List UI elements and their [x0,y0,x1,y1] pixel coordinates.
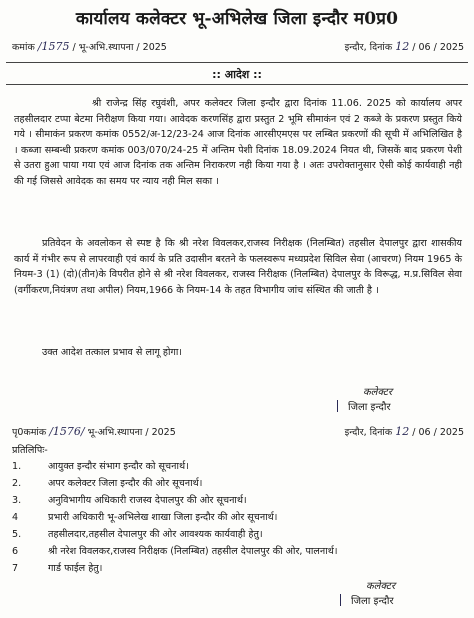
office-title: कार्यालय कलेक्टर भू-अभिलेख जिला इन्दौर म0प्र0 [75,9,399,29]
signature-1-title: कलेक्टर [363,387,393,398]
order-number-prefix: कमांक [12,42,35,53]
copy-item-number: 4 [12,512,19,523]
copy-item-text: तहसीलदार,तहसील देपालपुर की ओर आवश्यक कार्यवाही हेतु। [48,529,263,540]
copy-list [12,458,467,577]
copy-item-number: 2. [12,478,22,489]
signature-1-place: जिला इन्दौर [348,402,391,413]
signature-block-2 [340,580,395,609]
signature-block-1 [337,386,392,415]
signature-2-place-row [340,594,395,609]
copy-date-label: इन्दौर, दिनांक [344,427,393,438]
copy-item-number: 7 [12,563,19,574]
order-number-block [12,40,167,55]
copy-item-text: आयुक्त इन्दौर संभाग इन्दौर को सूचनार्थ। [48,461,189,472]
order-paragraph-1: श्री राजेन्द्र सिंह रघुवंशी, अपर कलेक्टर जिला इन्दौर द्वारा दिनांक 11.06. 2025 को कार्यालय अपर तहसीलदार टप्पा बेटमा निरीक्षण किया गया। आवेदक करणसिंह द्वारा प्रस्तुत 2 भूमि सीमाकंन एवं 2 कब्जे के प्रकरण प्रस्तुत किये गये । सीमाकंन प्रकरण कमांक 0552/अ-12/23-24 आज दिनांक आरसीएमएस पर लम्बित प्रकरणों की सूची में अभिलिखित है । कब्जा सम्बन्धी प्रकरण कमांक 003/070/24-25 में अन्तिम पेशी दिनांक 18.09.2024 नियत थी, जिसकें बाद प्रकरण पेशी से उतरा हुआ पाया गया एवं आज दिनांक तक अन्तिम निराकरण नही किया गया है । अतः उपरोक्तानुसार ऐसी कोई कार्यवाही नही की गई जिससे आवेदक का समय पर न्याय नही मिल सका । [14,98,462,187]
list-item [12,560,467,577]
list-item [12,458,467,475]
list-item [12,509,467,526]
order-paragraph-3: उक्त आदेश तत्काल प्रभाव से लागू होगा। [42,347,183,358]
copy-date-rest: / 06 / 2025 [412,427,464,438]
copy-label: प्रतिलिपिः- [12,445,48,456]
order-date-day: 12 [395,40,410,53]
signature-2-place: जिला इन्दौर [351,596,394,607]
divider-bottom [6,84,468,85]
copy-number-block [12,425,176,440]
order-branch: / भू-अभि.स्थापना / 2025 [72,42,167,53]
copy-item-number: 1. [12,461,22,472]
copy-number-handwritten: /1576/ [49,425,85,438]
copy-item-text: अनुविभागीय अधिकारी राजस्व देपालपुर की ओर सूचनार्थ। [48,495,247,506]
signature-2-mark [340,594,349,606]
copy-item-number: 6 [12,546,19,557]
copy-item-text: श्री नरेश विवलकर,राजस्व निरीक्षक (निलम्बित) तहसील देपालपुर की ओर, पालनार्थ। [48,546,338,557]
divider-top [6,62,468,63]
signature-1-place-row [337,400,392,415]
order-heading: :: आदेश :: [212,68,262,81]
signature-1-mark [337,400,346,412]
copy-item-number: 5. [12,529,22,540]
order-date-block [345,40,464,55]
list-item [12,526,467,543]
copy-date-day: 12 [395,425,410,438]
order-paragraph-2: प्रतिवेदन के अवलोकन से स्पष्ट है कि श्री नरेश विवलकर,राजस्व निरीक्षक (निलम्बित) तहसील देपालपुर द्वारा शासकीय कार्य में गंभीर रूप से लापरवाही एवं कार्य के प्रति उदासीन बरतने के फलस्वरूप मध्यप्रदेश सिविल सेवा (आचरण) नियम 1965 के नियम-3 (1) (दो)(तीन)के विपरीत होने से श्री नरेश विवलकर, राजस्व निरीक्षक (निलम्बित) देपालपुर के विरूद्ध, म.प्र.सिविल सेवा (वर्गीकरण,नियंत्रण तथा अपील) नियम,1966 के नियम-14 के तहत विभागीय जांच संस्थित की जाती है । [14,238,462,296]
list-item [12,475,467,492]
list-item [12,492,467,509]
signature-2-title: कलेक्टर [366,581,396,592]
copy-item-text: गार्ड फाईल हेतु। [48,563,103,574]
order-reference-line [12,40,464,54]
copy-item-text: अपर कलेक्टर जिला इन्दौर की ओर सूचनार्थ। [48,478,203,489]
copy-date-block [345,425,464,440]
copy-branch: भू-अभि.स्थापना / 2025 [87,427,176,438]
copy-item-number: 3. [12,495,22,506]
list-item [12,543,467,560]
order-date-label: इन्दौर, दिनांक [344,42,393,53]
order-number-handwritten: /1575 [37,40,70,53]
copy-reference-line [12,425,464,439]
copy-number-prefix: पृ0कमांक [12,427,47,438]
copy-item-text: प्रभारी अधिकारी भू-अभिलेख शाखा जिला इन्दौर की ओर सूचनार्थ। [48,512,278,523]
order-date-rest: / 06 / 2025 [412,42,464,53]
